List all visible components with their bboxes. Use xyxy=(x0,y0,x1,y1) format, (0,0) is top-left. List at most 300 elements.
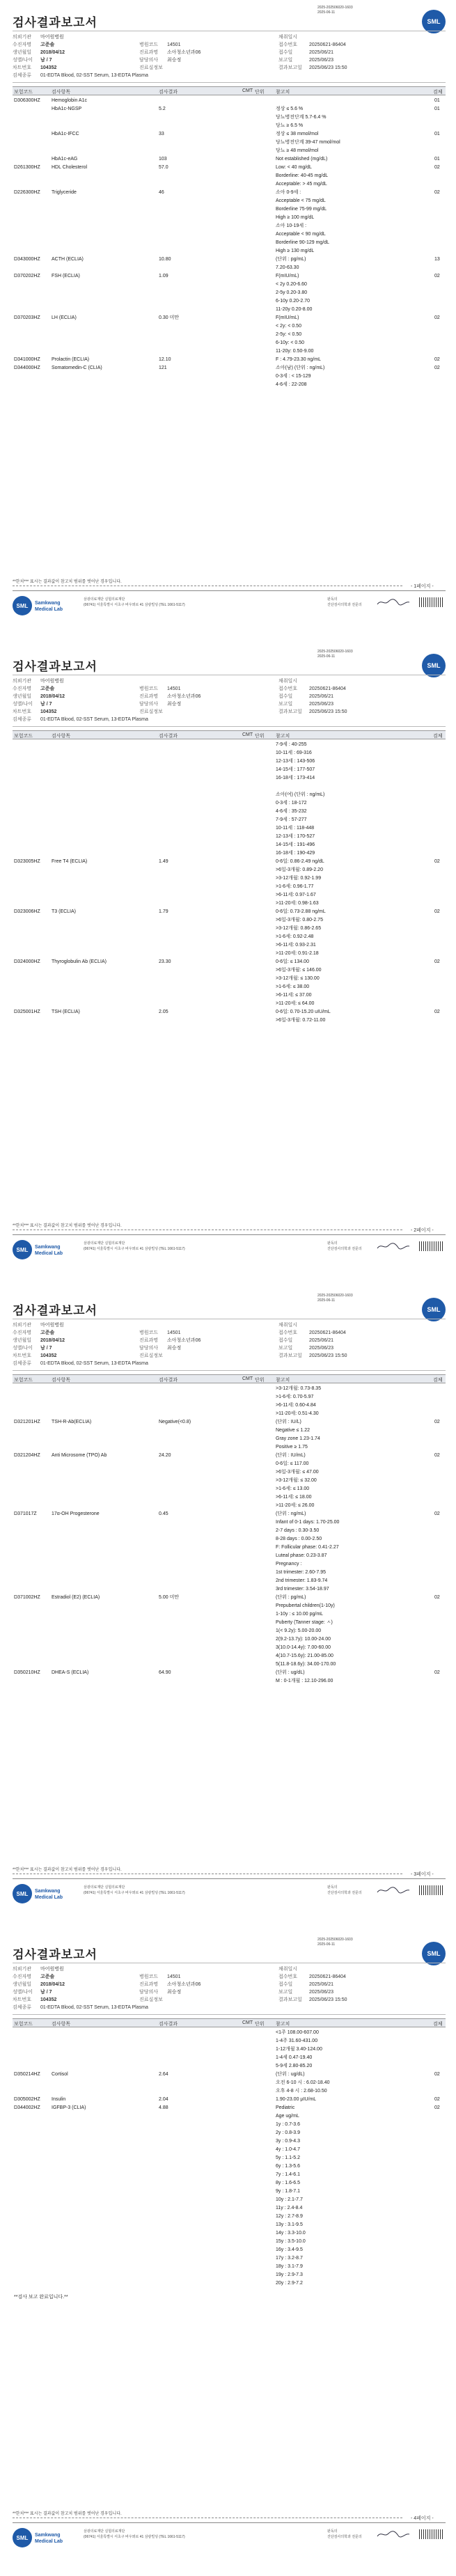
reference-range: 17y : 3.2-8.7 xyxy=(276,2256,303,2261)
col-spec: 검체 xyxy=(433,2022,443,2027)
footer-signature-label: 판독의 xyxy=(327,1241,338,1246)
field-label: 담당의사 xyxy=(139,1990,159,1995)
abnormal-footnote: **한치*** 표시는 결과값이 참고치 범위를 벗어난 경우입니다. xyxy=(13,1868,122,1872)
field-value: 20250621-86404 xyxy=(309,42,346,47)
field-label: 담당의사 xyxy=(139,1346,159,1351)
field-label: 보고일 xyxy=(278,702,293,707)
reference-range: 0-3세 : < 15-129 xyxy=(276,374,311,379)
header-field xyxy=(13,1996,56,2003)
insurance-code: D323005HZ xyxy=(14,859,40,864)
test-result: 121 xyxy=(159,366,167,370)
test-result: 1.09 xyxy=(159,274,168,278)
reference-range: 당뇨 ≥ 6.5 % xyxy=(276,123,304,128)
field-label: 수진자명 xyxy=(13,42,32,47)
col-code: 보험코드 xyxy=(14,2022,33,2027)
reference-range: 12-13세 : 170-527 xyxy=(276,834,315,839)
reference-range: Borderline 90-129 mg/dL xyxy=(276,240,330,245)
reference-range: Pediatric xyxy=(276,2105,295,2110)
specimen-code: 02 xyxy=(434,1670,440,1675)
reference-range: <1주 108.00-607.00 xyxy=(276,2030,319,2035)
reference-range: 6-10y: < 0.50 xyxy=(276,340,305,345)
test-name: Thyroglobulin Ab (ECLIA) xyxy=(52,959,107,964)
reference-range: (단위 : ug/dL) xyxy=(276,1670,305,1675)
field-label: 담당의사 xyxy=(139,58,159,63)
field-label: 접수일 xyxy=(278,694,293,699)
reference-range: < 2y: < 0.50 xyxy=(276,324,301,329)
reference-range: (단위 : IU/mL) xyxy=(276,1453,306,1458)
header-field xyxy=(139,49,201,56)
field-value: 01-EDTA Blood, 02-SST Serum, 13-EDTA Plasma xyxy=(40,1361,148,1366)
reference-range: 7y : 1.4-6.1 xyxy=(276,2172,301,2177)
header-field xyxy=(139,1996,167,2003)
header-field xyxy=(13,1981,65,1988)
field-label: 의뢰기관 xyxy=(13,35,32,40)
field-value: 01-EDTA Blood, 02-SST Serum, 13-EDTA Plasma xyxy=(40,73,148,78)
field-value: 2025/06/23 15:50 xyxy=(309,65,347,70)
field-value: 2025/06/23 xyxy=(309,58,334,63)
header-field xyxy=(139,56,181,63)
reference-range: M : 0-1개월 : 12.10-296.00 xyxy=(276,1679,333,1683)
insurance-code: D370202HZ xyxy=(14,274,40,278)
col-code: 보험코드 xyxy=(14,1378,33,1383)
header-field xyxy=(13,1329,54,1336)
field-value: 14501 xyxy=(167,42,181,47)
test-result: 12.10 xyxy=(159,357,171,362)
reference-range: Acceptable < 75 mg/dL xyxy=(276,198,326,203)
col-ref: 참고치 xyxy=(276,734,290,739)
header-field xyxy=(278,49,333,56)
reference-range: (단위 : pg/mL) xyxy=(276,257,306,262)
reference-range: 당뇨병전단계 39-47 mmol/mol xyxy=(276,140,340,145)
reference-range: Pregnancy : xyxy=(276,1562,302,1566)
test-result: 5.00 미만 xyxy=(159,1595,180,1600)
reference-range: Negative ≤ 1.22 xyxy=(276,1428,310,1433)
test-result: 103 xyxy=(159,157,167,162)
reference-range: >6-11세: 0.60-4.84 xyxy=(276,1403,316,1408)
reference-range: >1-6세: ≤ 38.00 xyxy=(276,984,310,989)
field-label: 수진자명 xyxy=(13,1330,32,1335)
footer-lab-name: Samkwang Medical Lab xyxy=(35,1889,63,1900)
field-value: 2025/06/23 xyxy=(309,1990,334,1995)
reference-range: 정상 ≤ 5.6 % xyxy=(276,107,304,111)
footer-address-line: 삼광의료재단 실험의료재단 xyxy=(84,2529,125,2534)
reference-range: >11-20세: ≤ 64.00 xyxy=(276,1001,315,1006)
header-divider xyxy=(13,726,446,727)
barcode-image xyxy=(419,2529,444,2539)
field-label: 검체종류 xyxy=(13,717,32,722)
footer-lab-name: Samkwang Medical Lab xyxy=(35,601,63,612)
specimen-code: 02 xyxy=(434,366,440,370)
reference-range: 7-9세 : 40-255 xyxy=(276,742,307,747)
header-field xyxy=(139,693,201,700)
header-field xyxy=(278,1996,347,2003)
reference-range: 7.20-63.30 xyxy=(276,265,299,270)
field-label: 성별/나이 xyxy=(13,702,33,707)
col-code: 보험코드 xyxy=(14,90,33,95)
reference-range: F(mIU/mL) xyxy=(276,315,299,320)
document-code xyxy=(317,1294,353,1303)
page-title: 검사결과보고서 xyxy=(13,660,97,673)
field-value: 마어원병원 xyxy=(40,35,64,40)
reference-range: 1-4주 31.60-431.00 xyxy=(276,2039,318,2043)
footer-address-line: (06741) 서울특별시 서초구 바우뫼로 41 삼광빌딩 (TEL 1661-5117) xyxy=(84,1891,185,1895)
footer-line xyxy=(13,590,446,591)
test-name: Estradiol (E2) (ECLIA) xyxy=(52,1595,100,1600)
reference-range: Not established (mg/dL) xyxy=(276,157,328,162)
reference-range: >6일-3개월: 0.72-11.00 xyxy=(276,1018,326,1023)
field-label: 보고일 xyxy=(278,1990,293,1995)
test-name: HbA1c-IFCC xyxy=(52,132,79,136)
test-result: 0.45 xyxy=(159,1511,168,1516)
footer-signature-title: 진단검사의학과 전문의 xyxy=(327,603,362,607)
reference-range: >3-12개월: 0.73-8.35 xyxy=(276,1386,322,1391)
test-name: HDL Cholesterol xyxy=(52,165,88,170)
reference-range: 14-15세 : 191-496 xyxy=(276,842,315,847)
header-field xyxy=(13,49,65,56)
field-label: 의뢰기관 xyxy=(13,1323,32,1328)
col-unit: 단위 xyxy=(255,90,265,95)
reference-range: 12-13세 : 143-506 xyxy=(276,759,315,764)
page-number: - 3페이지 - xyxy=(411,1872,434,1877)
reference-range: >6-11세: 0.97-1.67 xyxy=(276,893,316,897)
document-code-date: 2025-06-11 xyxy=(317,1942,336,1947)
header-field xyxy=(13,56,52,63)
specimen-code: 02 xyxy=(434,190,440,195)
field-label: 채취일시 xyxy=(278,35,298,40)
field-label: 채취일시 xyxy=(278,1323,298,1328)
header-field xyxy=(278,677,309,684)
field-value: 2025/06/21 xyxy=(309,50,334,55)
header-field xyxy=(139,1988,181,1995)
col-cmt: CMT xyxy=(242,732,253,737)
reference-range: 16y : 3.4-9.5 xyxy=(276,2247,303,2252)
insurance-code: D261300HZ xyxy=(14,165,40,170)
specimen-code: 02 xyxy=(434,2105,440,2110)
test-result: 4.88 xyxy=(159,2105,168,2110)
reference-range: 11-20y 0.20-8.00 xyxy=(276,307,313,312)
specimen-code: 02 xyxy=(434,859,440,864)
insurance-code: D370203HZ xyxy=(14,315,40,320)
reference-range: Luteal phase: 0.23-3.87 xyxy=(276,1553,327,1558)
col-test: 검사항목 xyxy=(52,734,71,739)
reference-range: Borderline: 40-45 mg/dL xyxy=(276,173,329,178)
reference-range: Puberty (Tanner stage: ㅅ) xyxy=(276,1620,333,1625)
field-value: 2025/06/23 xyxy=(309,702,334,707)
field-label: 진료실정보 xyxy=(139,65,163,70)
field-value: 마어원병원 xyxy=(40,679,64,684)
document-code-line: 2025-202506020-1603 xyxy=(317,1938,353,1942)
test-result: 33 xyxy=(159,132,164,136)
reference-range: 1st trimester: 2.60-7.95 xyxy=(276,1570,326,1575)
barcode-image xyxy=(419,1885,444,1895)
specimen-code: 02 xyxy=(434,357,440,362)
field-label: 채취일시 xyxy=(278,1967,298,1972)
field-value: 2025/06/23 15:50 xyxy=(309,709,347,714)
header-divider xyxy=(13,2014,446,2015)
test-name: Free T4 (ECLIA) xyxy=(52,859,88,864)
header-field xyxy=(278,1988,333,1995)
sml-logo-icon: SML xyxy=(422,1298,446,1321)
insurance-code: D321204HZ xyxy=(14,1453,40,1458)
reference-range: 2-7 days : 0.30-3.50 xyxy=(276,1528,320,1533)
test-result: 1.49 xyxy=(159,859,168,864)
reference-range: High ≥ 100 mg/dL xyxy=(276,215,315,220)
reference-range: High ≥ 130 mg/dL xyxy=(276,249,315,253)
header-field xyxy=(13,41,54,48)
field-value: 14501 xyxy=(167,686,181,691)
sml-logo-icon: SML xyxy=(422,1942,446,1965)
reference-range: 14y : 3.3-10.0 xyxy=(276,2231,306,2236)
header-field xyxy=(278,1981,333,1988)
header-field xyxy=(139,41,180,48)
insurance-code: D306300HZ xyxy=(14,98,40,103)
specimen-code: 01 xyxy=(434,98,440,103)
test-result: 46 xyxy=(159,190,164,195)
reference-range: F(mIU/mL) xyxy=(276,274,299,278)
header-field xyxy=(13,1337,65,1344)
field-value: 소아청소년과06 xyxy=(167,1982,201,1987)
field-value: 고준솔 xyxy=(40,42,55,47)
reference-range: >6일-3개월: ≤ 146.00 xyxy=(276,968,322,973)
header-field xyxy=(13,693,65,700)
field-value: 소아청소년과06 xyxy=(167,50,201,55)
reference-range: >11-20세: 0.91-2.18 xyxy=(276,951,319,956)
test-name: Cortisol xyxy=(52,2072,68,2077)
header-field xyxy=(13,716,148,723)
col-cmt: CMT xyxy=(242,88,253,93)
document-code-date: 2025-06-11 xyxy=(317,10,336,15)
header-field xyxy=(139,1337,201,1344)
insurance-code: D350210HZ xyxy=(14,1670,40,1675)
col-spec: 검체 xyxy=(433,734,443,739)
header-field xyxy=(139,685,180,692)
reference-range: Acceptable < 90 mg/dL xyxy=(276,232,326,237)
reference-range: >11-20세: ≤ 26.00 xyxy=(276,1503,315,1508)
reference-range: Prepubertal children(1-10y) xyxy=(276,1603,335,1608)
header-field xyxy=(278,1329,346,1336)
insurance-code: D325001HZ xyxy=(14,1010,40,1014)
specimen-code: 02 xyxy=(434,2072,440,2077)
sml-footer-logo-icon: SML xyxy=(13,596,32,615)
col-result: 검사결과 xyxy=(159,1378,178,1383)
test-name: Triglyceride xyxy=(52,190,77,195)
reference-range: 13y : 3.1-9.5 xyxy=(276,2222,303,2227)
reference-range: 20y : 2.9-7.2 xyxy=(276,2281,303,2286)
test-name: DHEA-S (ECLIA) xyxy=(52,1670,89,1675)
reference-range: 소아(여) (단위 : ng/mL) xyxy=(276,792,325,797)
field-label: 병원코드 xyxy=(139,1974,159,1979)
field-value: 104352 xyxy=(40,1353,57,1358)
sml-footer-logo-icon: SML xyxy=(13,1240,32,1259)
field-label: 차트번호 xyxy=(13,1353,32,1358)
reference-range: >1-6세: ≤ 13.00 xyxy=(276,1486,310,1491)
test-result: 2.05 xyxy=(159,1010,168,1014)
footer-address-line: 삼광의료재단 실험의료재단 xyxy=(84,1885,125,1890)
test-result: 23.30 xyxy=(159,959,171,964)
reference-range: 18y : 3.1-7.9 xyxy=(276,2264,303,2269)
footer-address-line: 삼광의료재단 실험의료재단 xyxy=(84,597,125,602)
header-field xyxy=(278,33,309,40)
reference-range: 1-12개월 3.40-124.00 xyxy=(276,2047,322,2052)
footer-address-line: (06741) 서울특별시 서초구 바우뫼로 41 삼광빌딩 (TEL 1661-5117) xyxy=(84,2535,185,2539)
test-name: Hemoglobin A1c xyxy=(52,98,87,103)
reference-range: 19y : 2.9-7.3 xyxy=(276,2272,303,2277)
col-cmt: CMT xyxy=(242,1376,253,1381)
insurance-code: D341000HZ xyxy=(14,357,40,362)
header-field xyxy=(13,2004,148,2011)
field-label: 접수번호 xyxy=(278,1330,298,1335)
field-label: 결과보고일 xyxy=(278,1997,302,2002)
reference-range: 2-5y 0.20-3.80 xyxy=(276,290,308,295)
reference-range: 10-11세 : 118-448 xyxy=(276,826,315,831)
reference-range: 1-10y : ≤ 10.00 pg/mL xyxy=(276,1612,324,1617)
field-label: 차트번호 xyxy=(13,1997,32,2002)
header-field xyxy=(13,1973,54,1980)
reference-range: 3rd trimester: 3.54-18.97 xyxy=(276,1587,329,1592)
reference-range: 6-10y 0.20-2.70 xyxy=(276,299,310,304)
reference-range: Acceptable: > 45 mg/dL xyxy=(276,182,327,187)
reference-range: 0-3세 : 18-172 xyxy=(276,801,307,806)
reference-range: Low: < 40 mg/dL xyxy=(276,165,312,170)
reference-range: >1-6세: 0.96-1.77 xyxy=(276,884,314,889)
reference-range: Age ug/mL xyxy=(276,2114,299,2119)
col-result: 검사결과 xyxy=(159,90,178,95)
footer-address-line: (06741) 서울특별시 서초구 바우뫼로 41 삼광빌딩 (TEL 1661-5117) xyxy=(84,1247,185,1251)
field-value: 104352 xyxy=(40,65,57,70)
header-field xyxy=(278,1344,333,1351)
reference-range: >3-12개월: 0.86-2.65 xyxy=(276,926,322,931)
report-page xyxy=(0,0,456,644)
reference-range: >3-12개월: ≤ 130.00 xyxy=(276,976,320,981)
field-label: 결과보고일 xyxy=(278,65,302,70)
barcode-image xyxy=(419,597,444,607)
field-label: 보고일 xyxy=(278,58,293,63)
document-code xyxy=(317,650,353,659)
field-value: 남 / 7 xyxy=(40,702,52,707)
reference-range: >6일-3개월: ≤ 47.00 xyxy=(276,1470,319,1475)
field-value: 2025/06/23 15:50 xyxy=(309,1997,347,2002)
reference-range: Gray zone 1.23-1.74 xyxy=(276,1436,320,1441)
reference-range: 11-20y: 0.50-9.00 xyxy=(276,349,314,354)
field-label: 채취일시 xyxy=(278,679,298,684)
insurance-code: D226300HZ xyxy=(14,190,40,195)
reference-range: 5(11.8-18.6y): 34.00-170.00 xyxy=(276,1662,336,1667)
col-unit: 단위 xyxy=(255,734,265,739)
header-field xyxy=(13,1965,64,1972)
footer-signature-title: 진단검사의학과 전문의 xyxy=(327,1247,362,1251)
field-label: 담당의사 xyxy=(139,702,159,707)
reference-range: 4y : 1.0-4.7 xyxy=(276,2147,301,2152)
col-test: 검사항목 xyxy=(52,90,71,95)
sml-logo-icon: SML xyxy=(422,10,446,33)
specimen-code: 01 xyxy=(434,132,440,136)
col-unit: 단위 xyxy=(255,1378,265,1383)
field-label: 생년월일 xyxy=(13,1982,32,1987)
page-title: 검사결과보고서 xyxy=(13,1304,97,1317)
reference-range: 0-6일: ≤ 134.00 xyxy=(276,959,309,964)
test-name: Anti Microsome (TPO) Ab xyxy=(52,1453,107,1458)
header-field xyxy=(13,1321,64,1328)
field-label: 생년월일 xyxy=(13,1338,32,1343)
reference-range: F : 4.79-23.30 ng/mL xyxy=(276,357,321,362)
header-field xyxy=(13,677,64,684)
page-number: - 1페이지 - xyxy=(411,584,434,589)
field-value: 마어원병원 xyxy=(40,1967,64,1972)
field-value: 01-EDTA Blood, 02-SST Serum, 13-EDTA Plasma xyxy=(40,2005,148,2010)
test-name: Insulin xyxy=(52,2097,66,2102)
field-label: 수진자명 xyxy=(13,1974,32,1979)
header-field xyxy=(139,700,181,707)
footer-line xyxy=(13,1878,446,1879)
field-value: 01-EDTA Blood, 02-SST Serum, 13-EDTA Plasma xyxy=(40,717,148,722)
field-label: 검체종류 xyxy=(13,1361,32,1366)
field-label: 결과보고일 xyxy=(278,709,302,714)
header-field xyxy=(278,708,347,715)
specimen-code: 02 xyxy=(434,1595,440,1600)
specimen-code: 02 xyxy=(434,959,440,964)
col-result: 검사결과 xyxy=(159,734,178,739)
header-field xyxy=(278,700,333,707)
reference-range: 0-6일: 0.73-2.88 ng/mL xyxy=(276,909,326,914)
specimen-code: 02 xyxy=(434,2097,440,2102)
signature-image xyxy=(376,1241,411,1250)
sml-footer-logo-icon: SML xyxy=(13,2528,32,2547)
reference-range: 5y : 1.1-5.2 xyxy=(276,2155,301,2160)
field-value: 남 / 7 xyxy=(40,1990,52,1995)
footer-signature-label: 판독의 xyxy=(327,2529,338,2534)
specimen-code: 02 xyxy=(434,1453,440,1458)
field-value: 2018/04/12 xyxy=(40,50,65,55)
reference-range: 11y : 2.4-8.4 xyxy=(276,2206,303,2210)
header-field xyxy=(13,700,52,707)
column-header xyxy=(13,730,446,739)
reference-range: >3-12개월: 0.92-1.99 xyxy=(276,876,322,881)
reference-range: >6일-3개월: 0.80-2.75 xyxy=(276,918,323,922)
field-value: 2025/06/23 15:50 xyxy=(309,1353,347,1358)
reference-range: 2-5y: < 0.50 xyxy=(276,332,302,337)
test-name: IGFBP-3 (CLIA) xyxy=(52,2105,86,2110)
header-field xyxy=(139,1329,180,1336)
header-field xyxy=(278,1973,346,1980)
document-code-date: 2025-06-11 xyxy=(317,1298,336,1303)
reference-range: 당뇨병전단계 5.7-6.4 % xyxy=(276,115,327,120)
field-label: 진료과명 xyxy=(139,694,159,699)
header-field xyxy=(278,1321,309,1328)
column-header xyxy=(13,2018,446,2027)
header-field xyxy=(139,1981,201,1988)
test-result: 2.04 xyxy=(159,2097,168,2102)
field-label: 검체종류 xyxy=(13,73,32,78)
reference-range: 7-9세 : 57-277 xyxy=(276,817,307,822)
test-name: ACTH (ECLIA) xyxy=(52,257,84,262)
test-result: 24.20 xyxy=(159,1453,171,1458)
document-code-line: 2025-202506020-1603 xyxy=(317,650,353,654)
abnormal-footnote: **한치*** 표시는 결과값이 참고치 범위를 벗어난 경우입니다. xyxy=(13,2512,122,2516)
reference-range: 2(9.2-13.7y): 10.00-24.00 xyxy=(276,1637,331,1642)
document-code-line: 2025-202506020-1603 xyxy=(317,1294,353,1298)
test-result: 1.79 xyxy=(159,909,168,914)
reference-range: 3(10.0-14.4y): 7.00-60.00 xyxy=(276,1645,331,1650)
header-divider xyxy=(13,1370,446,1371)
header-field xyxy=(13,64,56,71)
field-value: 2018/04/12 xyxy=(40,1338,65,1343)
header-field xyxy=(13,1360,148,1367)
specimen-code: 02 xyxy=(434,315,440,320)
header-field xyxy=(13,1344,52,1351)
footer-signature-title: 진단검사의학과 전문의 xyxy=(327,2535,362,2539)
report-page xyxy=(0,644,456,1288)
col-cmt: CMT xyxy=(242,2020,253,2025)
